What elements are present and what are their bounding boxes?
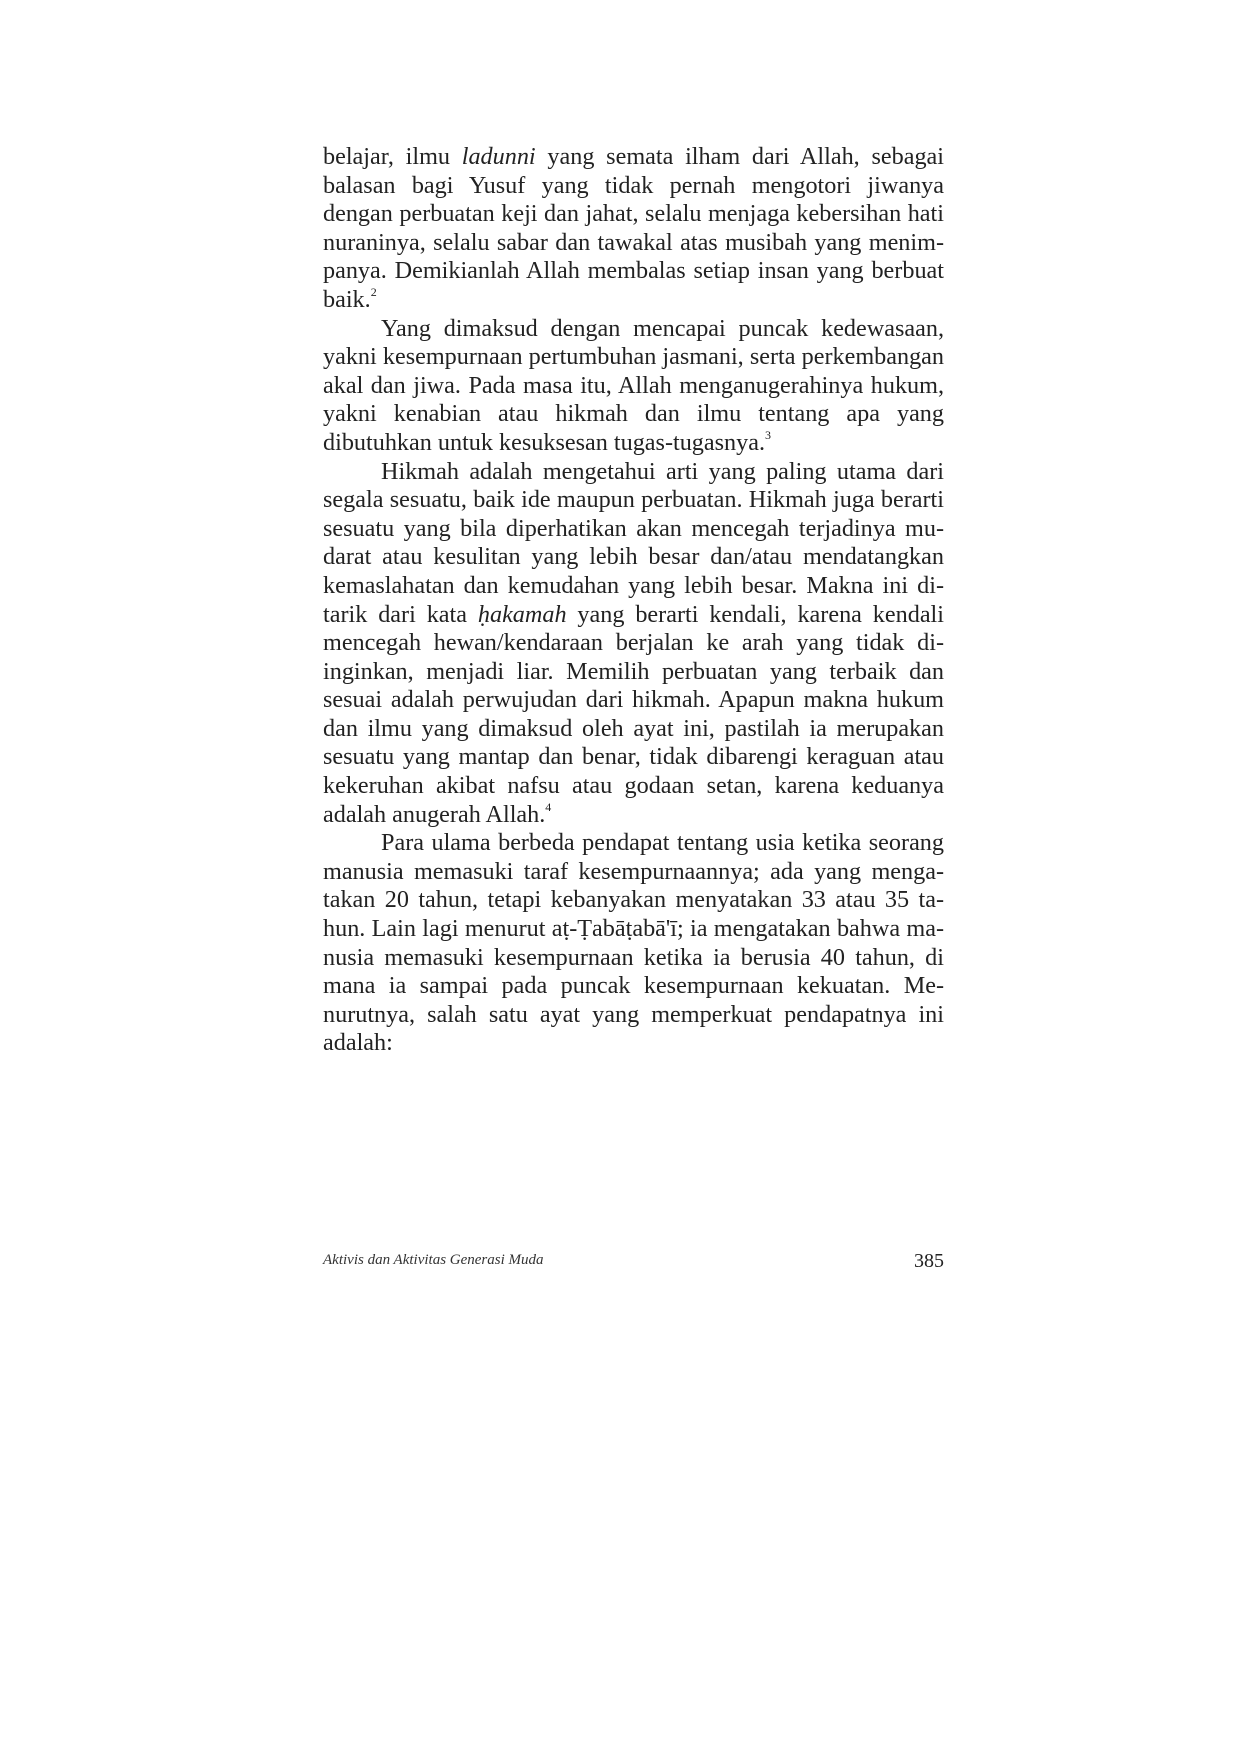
text-run: Yang dimaksud dengan mencapai puncak kedewasaan, yakni kesempurnaan pertumbuhan jasmani, serta perkembangan akal dan jiwa. Pada masa itu, Allah menganugerahinya hukum, yakni kenabian atau hikmah dan ilmu tentang apa yang dibutuhkan untuk kesuksesan tugas-tugasnya. bbox=[323, 314, 944, 456]
text-run: yang semata ilham dari Allah, sebagai balasan bagi Yusuf yang tidak pernah mengotori jiwanya dengan perbuatan keji dan jahat, selalu menjaga kebersihan hati nuraninya, selalu sabar dan tawakal atas musibah yang menimpanya. Demikianlah Allah membalas setiap insan yang berbuat baik. bbox=[323, 143, 944, 313]
text-run: belajar, ilmu bbox=[323, 143, 462, 170]
paragraph-1 bbox=[323, 143, 944, 315]
page-footer bbox=[323, 1252, 944, 1282]
text-run: Para ulama berbeda pendapat tentang usia ketika seorang manusia memasuki taraf kesempurnaannya; ada yang mengatakan 20 tahun, tetapi kebanyakan menyatakan 33 atau 35 tahun. Lain lagi menurut aṭ-Ṭabāṭabā'ī; ia mengatakan bahwa manusia memasuki kesempurnaan ketika ia berusia 40 tahun, di mana ia sampai pada puncak kesempurnaan kekuatan. Menurutnya, salah satu ayat yang memperkuat pendapatnya ini adalah: bbox=[323, 829, 944, 1057]
paragraph-3 bbox=[323, 458, 944, 830]
page-body bbox=[323, 143, 944, 1058]
italic-term: ladunni bbox=[461, 143, 536, 170]
book-title: Aktivis dan Aktivitas Generasi Muda bbox=[323, 1252, 544, 1268]
footnote-marker: 2 bbox=[370, 285, 377, 300]
page-number: 385 bbox=[914, 1250, 944, 1272]
text-run: yang berarti kendali, karena kendali mencegah hewan/kendaraan berjalan ke arah yang tidak diinginkan, menjadi liar. Memilih perbuatan yang terbaik dan sesuai adalah perwujudan dari hikmah. Apapun makna hukum dan ilmu yang dimaksud oleh ayat ini, pastilah ia merupakan sesuatu yang mantap dan benar, tidak dibarengi keraguan atau kekeruhan akibat nafsu atau godaan setan, karena keduanya adalah anugerah Allah. bbox=[323, 600, 944, 828]
paragraph-2 bbox=[323, 315, 944, 458]
text-run: Hikmah adalah mengetahui arti yang paling utama dari segala sesuatu, baik ide maupun perbuatan. Hikmah juga berarti sesuatu yang bila diperhatikan akan mencegah terjadinya mudarat atau kesulitan yang lebih besar dan/atau mendatangkan kemaslahatan dan kemudahan yang lebih besar. Makna ini ditarik dari kata bbox=[323, 457, 944, 628]
paragraph-4 bbox=[323, 829, 944, 1058]
footnote-marker: 3 bbox=[765, 428, 772, 443]
footnote-marker: 4 bbox=[545, 799, 552, 814]
italic-term: ḥakamah bbox=[477, 600, 567, 628]
